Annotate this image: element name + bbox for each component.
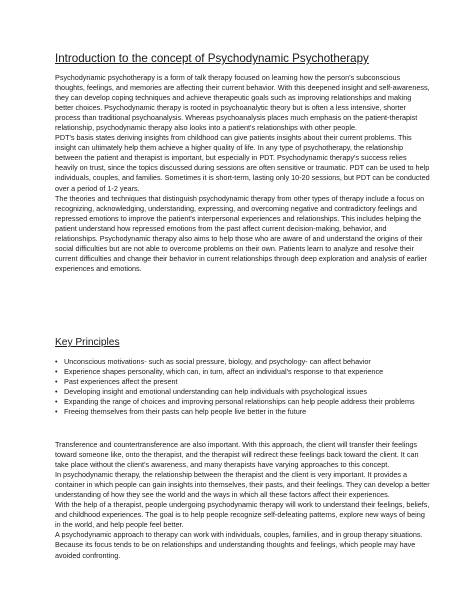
bullet-icon: • xyxy=(55,397,58,407)
intro-paragraph: The theories and techniques that distinguish psychodynamic therapy from other types of therapy include a focus on recognizing, acknowledging, understanding, expressing, and overcoming negative and contradictory feelings and repressed emotions to improve the patient's interpersonal experiences and relationships. This includes helping the patient understand how repressed emotions from the past affect current decision-making, behavior, and relationships. Psychodynamic therapy also aims to help those who are aware of and understand the origins of their social difficulties but are not able to overcome problems on their own. Patients learn to analyze and resolve their current difficulties and change their behavior in current relationships through deep exploration and analysis of earlier experiences and emotions. xyxy=(55,193,427,273)
bullet-icon: • xyxy=(55,407,58,417)
document-title: Introduction to the concept of Psychodynamic Psychotherapy xyxy=(55,52,369,65)
list-item xyxy=(55,357,430,367)
list-item xyxy=(55,387,430,397)
bullet-icon: • xyxy=(55,357,58,366)
key-principles-list xyxy=(55,357,430,417)
list-item-text: Expanding the range of choices and improving personal relationships can help people address their problems xyxy=(64,397,415,407)
key-principles-heading: Key Principles xyxy=(55,337,120,348)
list-item xyxy=(55,407,430,417)
list-item-text: Unconscious motivations- such as social pressure, biology, and psychology- can affect behavior xyxy=(64,357,371,366)
intro-paragraph: PDT's basis states deriving insights from childhood can give patients insights about their current problems. This insight can ultimately help them achieve a higher quality of life. In any type of psychotherapy, the relationship between the patient and therapist is important, but especially in PDT. Psychodynamic therapy's success relies heavily on trust, since the topics discussed during sessions are often sensitive or traumatic. PDT can be used to help individuals, couples, and families. Sometimes it is short-term, lasting only 10-20 sessions, but PDT can be conducted over a period of 1-2 years. xyxy=(55,133,430,193)
outro-paragraph: Transference and countertransference are also important. With this approach, the client will transfer their feelings toward someone like, onto the therapist, and the therapist will redirect these feelings back toward the client. It can take place without the client's awareness, and many therapists have varying approaches to this concept. xyxy=(55,440,419,470)
list-item xyxy=(55,397,430,407)
intro-section xyxy=(55,73,430,274)
outro-paragraph: With the help of a therapist, people undergoing psychodynamic therapy will work to understand their feelings, beliefs, and childhood experiences. The goal is to help people recognize self-defeating patterns, explore new ways of being in the world, and help people feel better. xyxy=(55,500,430,530)
outro-section xyxy=(55,440,430,561)
intro-paragraph: Psychodynamic psychotherapy is a form of talk therapy focused on learning how the person's subconscious thoughts, feelings, and memories are affecting their current behavior. With this deepened insight and self-awareness, they can develop coping techniques and achieve therapeutic goals such as improving relationships and making better choices. Psychodynamic therapy is rooted in psychoanalytic theory but is often a less intensive, shorter process than traditional psychoanalysis. Whereas psychoanalysis places much emphasis on the patient-therapist relationship, psychodynamic therapy also looks into a patient's relationships with other people. xyxy=(55,73,430,133)
bullet-icon: • xyxy=(55,387,58,397)
list-item xyxy=(55,367,430,377)
outro-paragraph: In psychodynamic therapy, the relationship between the therapist and the client is very important. It provides a container in which people can gain insights into themselves, their pasts, and their feelings. They can develop a better understanding of how they see the world and the ways in which all these factors affect their experiences. xyxy=(55,470,430,500)
list-item-text: Developing insight and emotional understanding can help individuals with psychological issues xyxy=(64,387,368,397)
list-item xyxy=(55,377,430,387)
bullet-icon: • xyxy=(55,377,58,387)
list-item-text: Experience shapes personality, which can, in turn, affect an individual's response to that experience xyxy=(64,367,384,377)
list-item-text: Freeing themselves from their pasts can help people live better in the future xyxy=(64,407,307,417)
bullet-icon: • xyxy=(55,367,58,377)
outro-paragraph: A psychodynamic approach to therapy can work with individuals, couples, families, and in group therapy situations. Because its focus tends to be on relationships and understanding thoughts and feelings, which people may have avoided confronting. xyxy=(55,530,423,560)
list-item-text: Past experiences affect the present xyxy=(64,377,178,387)
